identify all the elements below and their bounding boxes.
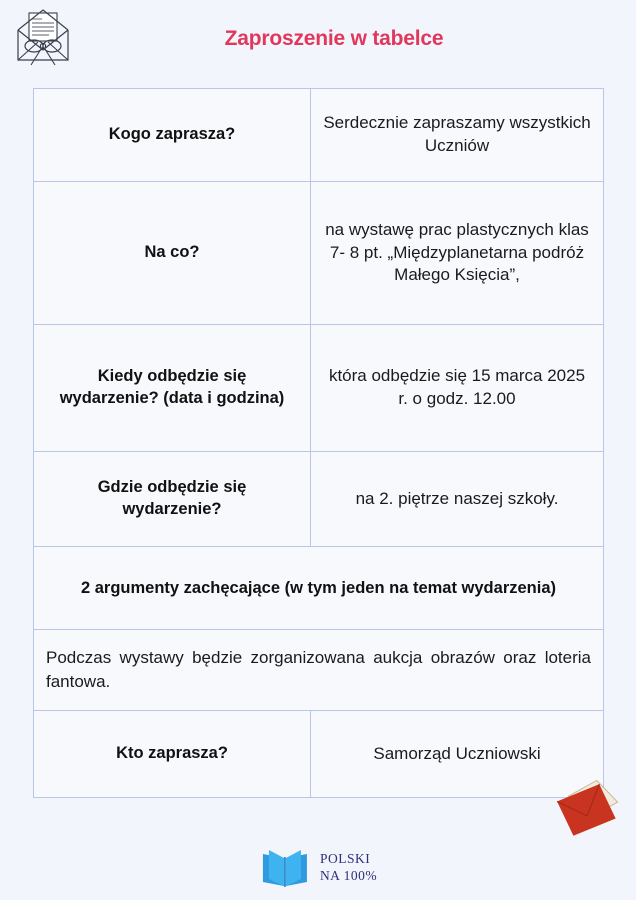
table-row — [34, 89, 604, 182]
cell-paragraph: Podczas wystawy będzie zorganizowana aukcja obrazów oraz loteria fantowa. — [34, 630, 604, 711]
cell-answer: Serdecznie zapraszamy wszystkich Uczniów — [311, 89, 604, 182]
table-row — [34, 711, 604, 798]
cell-question: Kto zaprasza? — [34, 711, 311, 798]
open-book-icon — [259, 846, 311, 890]
brand-line-1: POLSKI — [319, 851, 371, 867]
page-header — [0, 0, 636, 86]
table-row — [34, 325, 604, 452]
table-row — [34, 452, 604, 547]
cell-question: Kiedy odbędzie się wydarzenie? (data i godzina) — [34, 325, 311, 452]
cell-answer: na wystawę prac plastycznych klas 7- 8 pt. „Międzyplanetarna podróż Małego Księcia”, — [311, 182, 604, 325]
red-envelope-icon — [546, 772, 625, 842]
page-footer — [0, 800, 636, 900]
cell-question: Gdzie odbędzie się wydarzenie? — [34, 452, 311, 547]
invitation-table — [33, 88, 604, 798]
page-title: Zaproszenie w tabelce — [224, 27, 444, 50]
cell-wide-heading: 2 argumenty zachęcające (w tym jeden na temat wydarzenia) — [34, 547, 604, 630]
cell-answer: na 2. piętrze naszej szkoły. — [311, 452, 604, 547]
brand-logo — [259, 846, 377, 890]
cell-answer: Samorząd Uczniowski — [311, 711, 604, 798]
brand-line-2: NA 100% — [319, 868, 378, 883]
cell-answer: która odbędzie się 15 marca 2025 r. o godz. 12.00 — [311, 325, 604, 452]
table-row — [34, 547, 604, 630]
cell-question: Na co? — [34, 182, 311, 325]
brand-text — [320, 851, 377, 885]
cell-question: Kogo zaprasza? — [34, 89, 311, 182]
table-row — [34, 630, 604, 711]
table-row — [34, 182, 604, 325]
